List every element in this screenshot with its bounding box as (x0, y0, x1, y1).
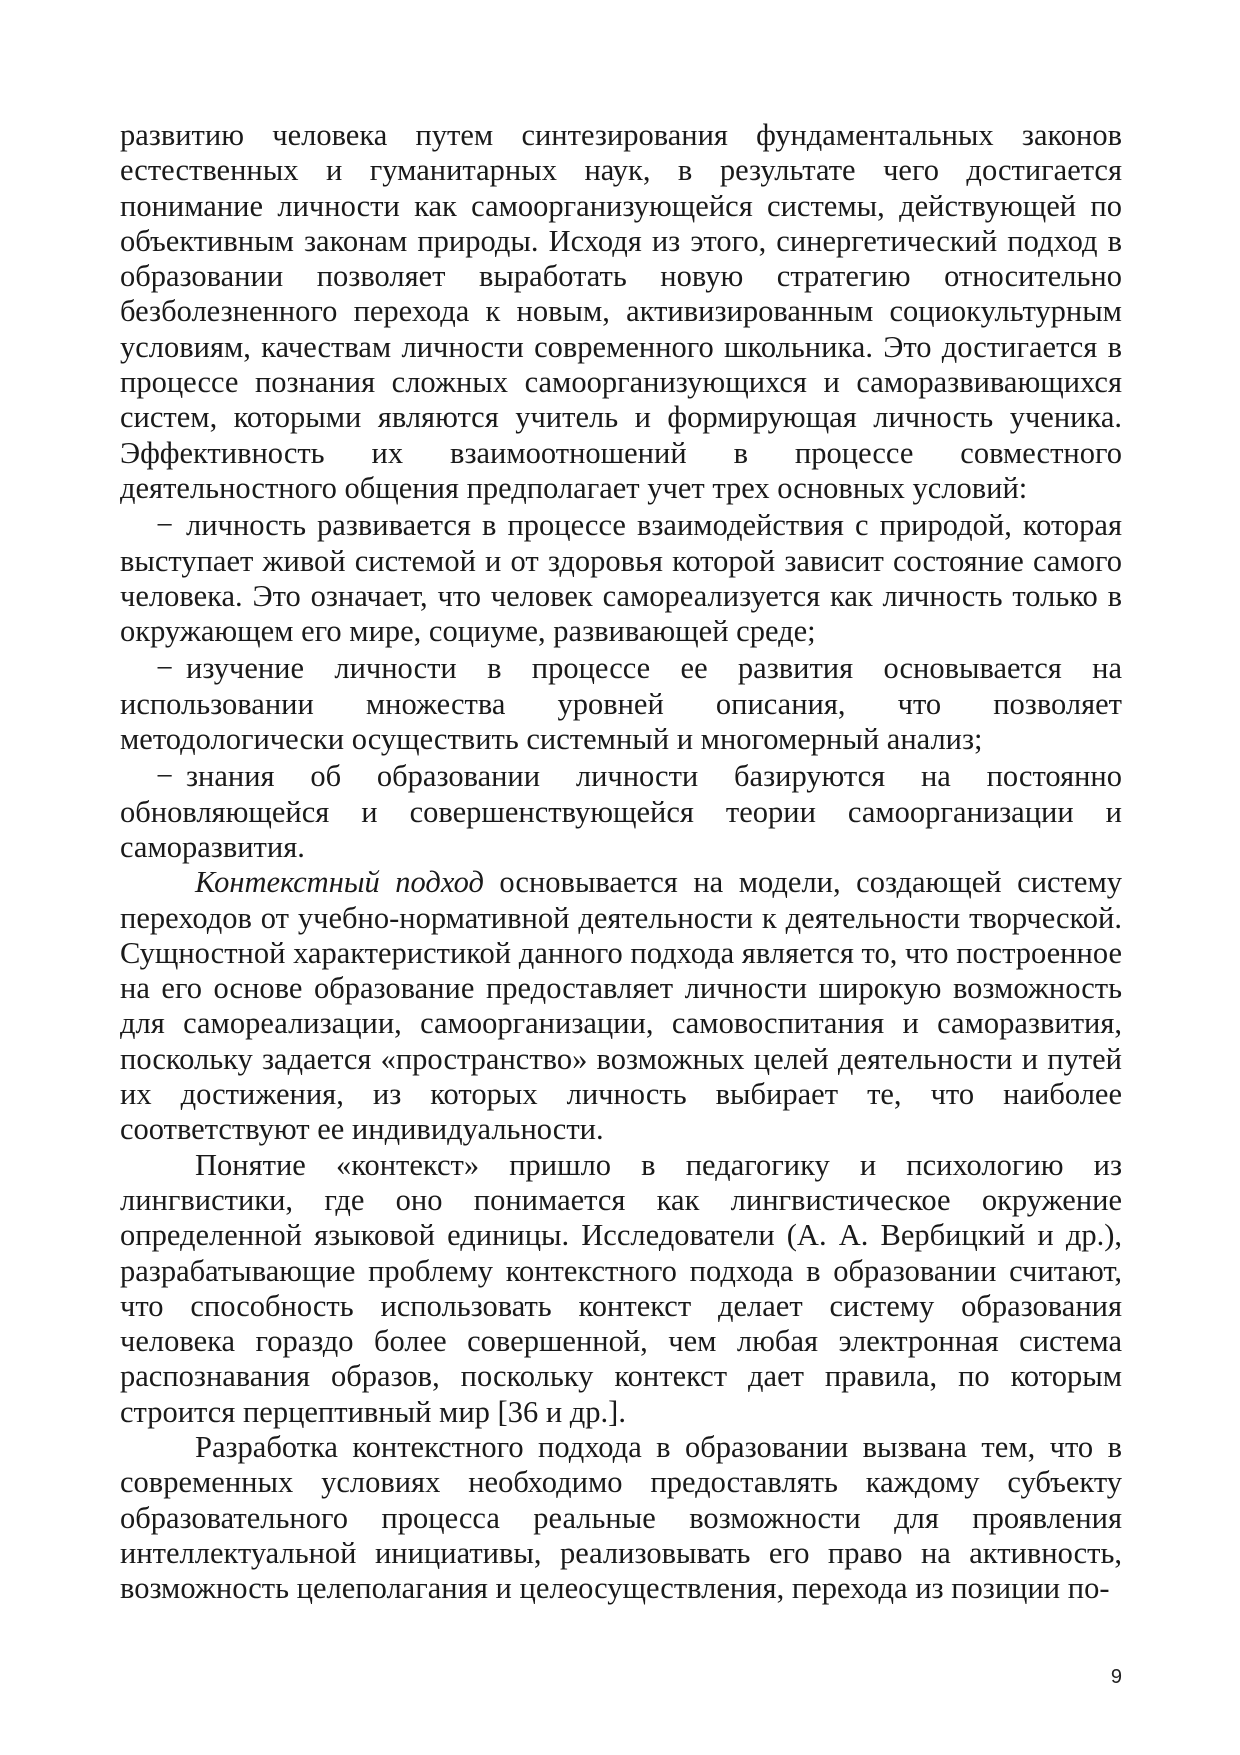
list-item-text: личность развивается в процессе взаимодействия с природой, которая выступает живой системой и от здоровья которой зависит состояние самого человека. Это означает, что человек самореализуется как личность только в окружающем его мире, социуме, развивающей среде; (120, 508, 1122, 649)
list-item-text: знания об образовании личности базируются на постоянно обновляющейся и совершенствующейся теории самоорганизации и саморазвития. (120, 759, 1122, 864)
page-body-text (120, 118, 1122, 1606)
italic-term: Контекстный подход (195, 865, 484, 900)
list-item-2 (120, 651, 1122, 757)
list-dash-marker: − (156, 508, 174, 543)
paragraph-context-approach (120, 865, 1122, 1147)
paragraph-context-concept: Понятие «контекст» пришло в педагогику и психологию из лингвистики, где оно понимается как лингвистическое окружение определенной языковой единицы. Исследователи (А. А. Вербицкий и др.), разрабатывающие проблему контекстного подхода в образовании считают, что способность использовать контекст делает систему образования человека гораздо более совершенной, чем любая электронная система распознавания образов, поскольку контекст дает правила, по которым строится перцептивный мир [36 и др.]. (120, 1147, 1122, 1429)
paragraph-opening: развитию человека путем синтезирования фундаментальных законов естественных и гуманитарных наук, в результате чего достигается понимание личности как самоорганизующейся системы, действующей по объективным законам природы. Исходя из этого, синергетический подход в образовании позволяет выработать новую стратегию относительно безболезненного перехода к новым, активизированным социокультурным условиям, качествам личности современного школьника. Это достигается в процессе познания сложных самоорганизующихся и саморазвивающихся систем, которыми являются учитель и формирующая личность ученика. Эффективность их взаимоотношений в процессе совместного деятельностного общения предполагает учет трех основных условий: (120, 118, 1122, 505)
paragraph-development: Разработка контекстного подхода в образовании вызвана тем, что в современных условиях необходимо предоставлять каждому субъекту образовательного процесса реальные возможности для проявления интеллектуальной инициативы, реализовывать его право на активность, возможность целеполагания и целеосуществления, перехода из позиции по- (120, 1429, 1122, 1606)
list-item-text: изучение личности в процессе ее развития основывается на использовании множества уровней описания, что позволяет методологически осуществить системный и многомерный анализ; (120, 651, 1122, 757)
list-dash-marker: − (156, 651, 174, 686)
paragraph-text: основывается на модели, создающей систему переходов от учебно-нормативной деятельности к деятельности творческой. Сущностной характеристикой данного подхода является то, что построенное на его основе образование предоставляет личности широкую возможность для самореализации, самоорганизации, самовоспитания и саморазвития, поскольку задается «пространство» возможных целей деятельности и путей их достижения, из которых личность выбирает те, что наиболее соответствуют ее индивидуальности. (120, 865, 1122, 1147)
list-item-1 (120, 508, 1122, 649)
list-item-3 (120, 759, 1122, 865)
page-number: 9 (1110, 1666, 1122, 1688)
list-dash-marker: − (156, 759, 174, 794)
